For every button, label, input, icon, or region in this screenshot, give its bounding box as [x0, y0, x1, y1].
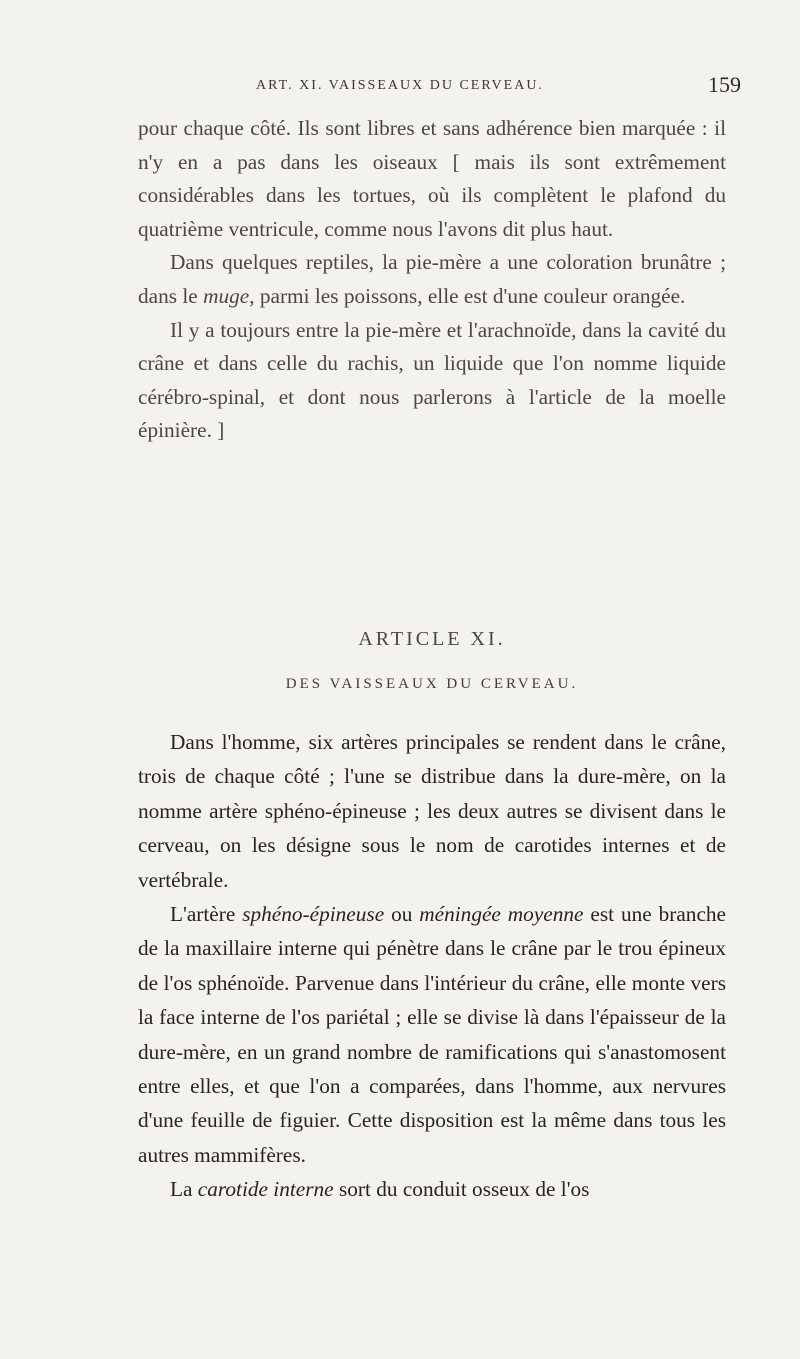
section-subtitle: DES VAISSEAUX DU CERVEAU. — [285, 676, 579, 692]
running-head: ART. XI. VAISSEAUX DU CERVEAU. — [256, 78, 544, 93]
bottom-text-block — [138, 725, 726, 1207]
text-span: sort du conduit osseux de l'os — [333, 1177, 590, 1202]
page-number: 159 — [708, 72, 741, 97]
paragraph-liquide-cerebro-spinal: Il y a toujours entre la pie-mère et l'arachnoïde, dans la cavité du crâne et dans celle du rachis, un liquide que l'on nomme liquide cérébro-spinal, et dont nous parlerons à l'article de la moelle épinière. ] — [138, 317, 726, 443]
paragraph-carotide-interne — [138, 1172, 726, 1206]
paragraph-pie-mere-coloration — [138, 246, 726, 313]
text-span: est une branche de la maxillaire interne qui pénètre dans le crâne par le trou épineux de l'os sphénoïde. Parvenue dans l'intérieur du crâne, elle monte vers la face interne de l'os pariétal ; elle se divise là dans l'épaisseur de la dure-mère, en un grand nombre de ramifications qui s'anastomosent entre elles, et que l'on a comparées, dans l'homme, aux nervures d'une feuille de figuier. Cette disposition est la même dans tous les autres mammifères. — [138, 902, 727, 1167]
section-title: ARTICLE XI. — [358, 628, 506, 650]
text-span: Dans quelques reptiles, la pie-mère a une coloration brunâtre ; dans le — [138, 250, 726, 308]
italic-term-muge: muge — [203, 283, 250, 308]
italic-term-carotide-interne: carotide interne — [197, 1177, 334, 1202]
text-span: , parmi les poissons, elle est d'une couleur orangée. — [249, 283, 686, 308]
italic-term-spheno-epineuse: sphéno-épineuse — [242, 902, 385, 927]
paragraph-continuation: pour chaque côté. Ils sont libres et sans adhérence bien marquée : il n'y en a pas dans les oiseaux [ mais ils sont extrêmement considérables dans les tortues, où ils complètent le plafond du quatrième ventricule, comme nous l'avons dit plus haut. — [138, 116, 726, 241]
top-text-block — [138, 112, 726, 448]
text-span: L'artère — [170, 902, 243, 927]
text-span: ou — [384, 902, 420, 927]
italic-term-meningee-moyenne: méningée moyenne — [419, 902, 584, 927]
text-span: La — [170, 1177, 198, 1202]
paragraph-artere-spheno-epineuse — [138, 897, 726, 1172]
paragraph-six-arteres: Dans l'homme, six artères principales se rendent dans le crâne, trois de chaque côté ; l'une se distribue dans la dure-mère, on la nomme artère sphéno-épineuse ; les deux autres se divisent dans le cerveau, on les désigne sous le nom de carotides internes et de vertébrale. — [138, 730, 726, 892]
